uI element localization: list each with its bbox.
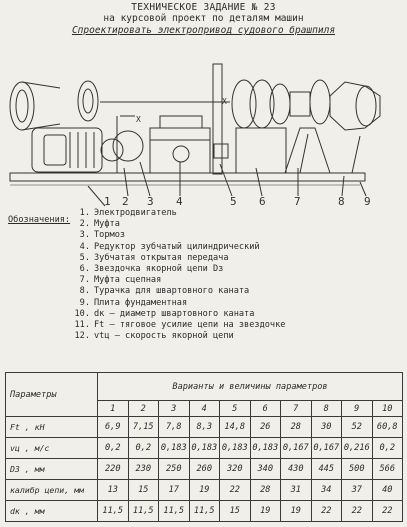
- legend-item: [68, 331, 234, 341]
- param-value: 0,2: [128, 438, 159, 459]
- legend-item-text: Электродвигатель: [94, 208, 177, 218]
- param-header: Параметры: [6, 373, 98, 417]
- task-statement-text: Спроектировать электропривод судового брашпиля: [71, 25, 336, 36]
- callout-6: 6: [259, 195, 266, 208]
- param-value: 28: [250, 480, 281, 501]
- legend-item-number: 9.: [79, 297, 90, 308]
- param-value: 28: [281, 417, 312, 438]
- legend-item-number: 10.: [74, 308, 90, 319]
- param-value: 445: [311, 459, 342, 480]
- chain-sprocket-shape: [232, 80, 256, 128]
- param-value: 0,183: [250, 438, 281, 459]
- callout-3: 3: [147, 195, 154, 208]
- callout-9: 9: [364, 195, 371, 208]
- param-name: Ft , кН: [6, 417, 98, 438]
- task-statement: [0, 25, 407, 36]
- legend-item-number: 11.: [74, 320, 90, 330]
- parameters-table: [5, 372, 403, 522]
- legend-item-text: Муфта: [94, 219, 120, 230]
- variant-number: 3: [159, 401, 190, 417]
- param-value: 0,2: [98, 438, 129, 459]
- param-value: 566: [372, 459, 403, 480]
- legend-item: [68, 219, 120, 229]
- param-value: 7,8: [159, 417, 190, 438]
- legend-item: [68, 275, 161, 285]
- param-value: 0,167: [311, 438, 342, 459]
- param-value: 220: [98, 459, 129, 480]
- param-value: 7,15: [128, 417, 159, 438]
- callout-4: 4: [176, 195, 183, 208]
- legend-item: [68, 286, 249, 296]
- table-row: [6, 480, 403, 501]
- variant-number: 9: [342, 401, 373, 417]
- legend-item-text: dк – диаметр швартовного каната: [94, 308, 255, 319]
- legend-item-number: 1.: [79, 208, 90, 218]
- param-value: 30: [311, 417, 342, 438]
- param-value: 26: [250, 417, 281, 438]
- axis-mark-left: X: [136, 115, 141, 124]
- callout-7: 7: [294, 195, 301, 208]
- document-title: ТЕХНИЧЕСКОЕ ЗАДАНИЕ № 23: [131, 2, 276, 13]
- param-value: 0,216: [342, 438, 373, 459]
- legend-item-number: 5.: [79, 252, 90, 263]
- param-value: 22: [372, 501, 403, 522]
- legend-item-text: Редуктор зубчатый цилиндрический: [94, 241, 260, 252]
- legend-item: [68, 208, 177, 218]
- legend-item: [68, 242, 260, 252]
- param-value: 500: [342, 459, 373, 480]
- param-value: 19: [189, 480, 220, 501]
- param-value: 15: [128, 480, 159, 501]
- legend-item-number: 2.: [79, 219, 90, 230]
- legend-item-number: 7.: [79, 275, 90, 286]
- legend-item-text: Звездочка якорной цепи Dз: [94, 264, 224, 274]
- variant-number: 6: [250, 401, 281, 417]
- param-value: 230: [128, 459, 159, 480]
- param-value: 22: [220, 480, 251, 501]
- axis-mark-right: X: [222, 97, 227, 106]
- legend-item-text: Зубчатая открытая передача: [94, 252, 229, 263]
- legend-item: [68, 298, 187, 308]
- param-value: 0,183: [189, 438, 220, 459]
- param-rows: [6, 417, 403, 522]
- clutch-shape: [290, 92, 310, 116]
- coupling-shape: [101, 139, 123, 161]
- table-row: [6, 501, 403, 522]
- param-value: 17: [159, 480, 190, 501]
- callout-2: 2: [122, 195, 129, 208]
- variant-number: 5: [220, 401, 251, 417]
- param-value: 15: [220, 501, 251, 522]
- param-value: 22: [342, 501, 373, 522]
- param-value: 8,3: [189, 417, 220, 438]
- legend-item: [68, 320, 285, 330]
- param-value: 19: [250, 501, 281, 522]
- right-capstan-shape: [330, 82, 380, 130]
- param-name: калибр цепи, мм: [6, 480, 98, 501]
- param-value: 40: [372, 480, 403, 501]
- legend-title: Обозначения:: [8, 215, 71, 225]
- param-value: 11,5: [128, 501, 159, 522]
- param-value: 60,8: [372, 417, 403, 438]
- param-name: dк , мм: [6, 501, 98, 522]
- variant-number: 8: [311, 401, 342, 417]
- legend-item: [68, 253, 229, 263]
- callout-8: 8: [338, 195, 345, 208]
- param-value: 37: [342, 480, 373, 501]
- param-value: 320: [220, 459, 251, 480]
- variant-number: 1: [98, 401, 129, 417]
- table-row: [6, 438, 403, 459]
- param-value: 31: [281, 480, 312, 501]
- variant-number: 7: [281, 401, 312, 417]
- param-value: 11,5: [159, 501, 190, 522]
- motor-shape: [32, 128, 102, 172]
- legend-item-text: Ft – тяговое усилие цепи на звездочке: [94, 320, 286, 330]
- variant-number: 10: [372, 401, 403, 417]
- param-value: 0,183: [220, 438, 251, 459]
- param-value: 11,5: [189, 501, 220, 522]
- table-row: [6, 417, 403, 438]
- variant-number: 2: [128, 401, 159, 417]
- legend-item-number: 3.: [79, 230, 90, 241]
- legend-item-text: Турачка для швартовного каната: [94, 286, 250, 297]
- param-value: 13: [98, 480, 129, 501]
- param-value: 0,2: [372, 438, 403, 459]
- param-value: 22: [311, 501, 342, 522]
- legend-item-number: 4.: [79, 241, 90, 252]
- legend-item-number: 12.: [74, 331, 90, 342]
- param-value: 6,9: [98, 417, 129, 438]
- variants-header: Варианты и величины параметров: [98, 373, 403, 401]
- callout-5: 5: [230, 195, 237, 208]
- variant-number: 4: [189, 401, 220, 417]
- param-value: 430: [281, 459, 312, 480]
- param-name: vц , м/с: [6, 438, 98, 459]
- param-value: 11,5: [98, 501, 129, 522]
- foundation-plate-shape: [10, 173, 365, 181]
- param-name: D3 , мм: [6, 459, 98, 480]
- param-value: 0,167: [281, 438, 312, 459]
- param-value: 260: [189, 459, 220, 480]
- document-subtitle: на курсовой проект по деталям машин: [103, 13, 304, 24]
- left-capstan-shape: [10, 82, 34, 130]
- legend-item-number: 6.: [79, 264, 90, 274]
- legend-item-text: Плита фундаментная: [94, 297, 188, 308]
- param-value: 250: [159, 459, 190, 480]
- legend-item: [68, 264, 223, 274]
- legend-item-text: Муфта сцепная: [94, 275, 162, 286]
- legend-item-text: vtц – скорость якорной цепи: [94, 331, 234, 342]
- legend-item-text: Тормоз: [94, 230, 126, 241]
- param-value: 52: [342, 417, 373, 438]
- callout-1: 1: [104, 195, 111, 208]
- legend-item-number: 8.: [79, 286, 90, 297]
- param-value: 14,8: [220, 417, 251, 438]
- legend-item: [68, 230, 125, 240]
- table-row: [6, 459, 403, 480]
- left-sprocket-shape: [78, 81, 98, 121]
- param-value: 0,183: [159, 438, 190, 459]
- windlass-drawing: [0, 36, 407, 208]
- param-value: 34: [311, 480, 342, 501]
- param-value: 340: [250, 459, 281, 480]
- legend-item: [68, 309, 254, 319]
- param-value: 19: [281, 501, 312, 522]
